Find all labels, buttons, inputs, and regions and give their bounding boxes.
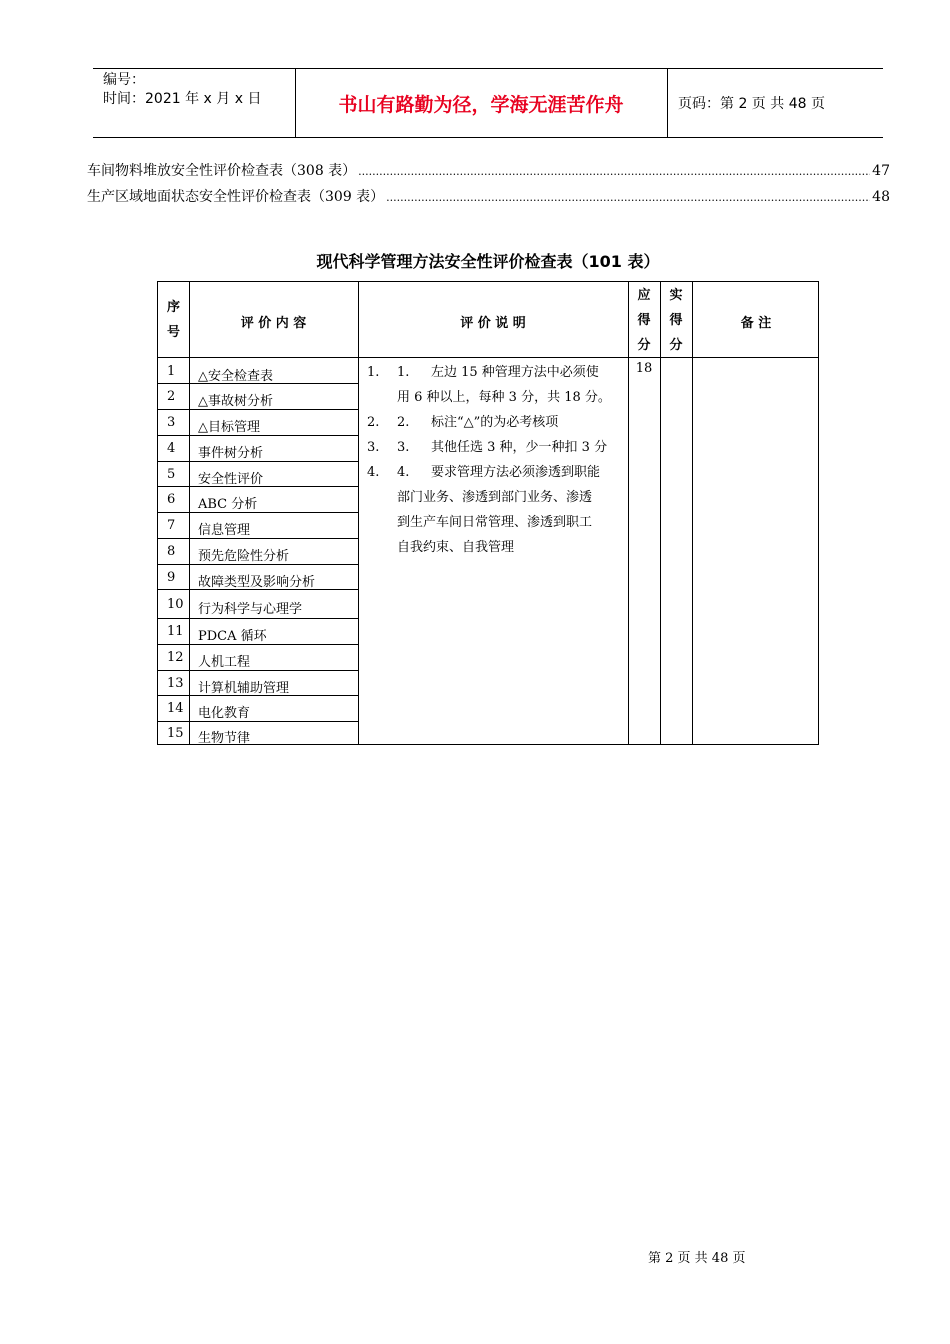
row-number: 6 <box>167 492 176 507</box>
explanation-list <box>361 360 626 560</box>
header-content: 评 价 内 容 <box>240 316 307 331</box>
toc-entry[interactable] <box>87 186 890 206</box>
toc-entry-page: 47 <box>872 163 890 179</box>
row-item: PDCA 循环 <box>198 629 267 644</box>
header-seq: 序 号 <box>166 300 180 340</box>
header-page-info: 页码：第 2 页 共 48 页 <box>678 96 825 112</box>
time-label: 时间：2021 年 x 月 x 日 <box>103 91 262 107</box>
row-item: △目标管理 <box>198 420 260 435</box>
row-number: 3 <box>167 415 176 430</box>
row-item: △安全检查表 <box>198 368 273 384</box>
row-number: 2 <box>167 389 176 404</box>
row-number: 9 <box>167 569 176 585</box>
toc-entry[interactable] <box>87 160 890 180</box>
row-number: 13 <box>167 675 184 691</box>
row-item: 行为科学与心理学 <box>198 601 303 617</box>
row-number: 1 <box>167 363 176 379</box>
page-header <box>93 68 883 138</box>
row-number: 12 <box>167 650 184 665</box>
row-number: 4 <box>167 441 176 456</box>
row-item: △事故树分析 <box>198 394 273 409</box>
row-item: 电化教育 <box>198 706 251 721</box>
header-motto: 书山有路勤为径，学海无涯苦作舟 <box>295 69 668 137</box>
row-number: 14 <box>167 701 184 716</box>
row-item: 信息管理 <box>198 523 251 538</box>
toc-leader <box>358 163 870 179</box>
header-left <box>93 69 296 137</box>
page-footer: 第 2 页 共 48 页 <box>648 1251 746 1266</box>
row-number: 5 <box>167 466 176 482</box>
row-item: 事件树分析 <box>198 446 264 461</box>
row-item: 生物节律 <box>198 731 251 746</box>
header-actual-score: 实 得 分 <box>669 288 683 353</box>
row-item: 预先危险性分析 <box>198 549 290 564</box>
row-number: 8 <box>167 544 176 559</box>
row-number: 15 <box>167 726 184 741</box>
explanation-item: 3. 3. 其他任选 3 种，少一种扣 3 分 <box>367 440 608 455</box>
header-remark: 备 注 <box>740 316 772 331</box>
row-number: 11 <box>167 624 184 639</box>
row-number: 10 <box>167 596 184 612</box>
toc-entry-text: 生产区域地面状态安全性评价检查表（309 表） <box>87 189 385 205</box>
row-item: 计算机辅助管理 <box>198 680 290 696</box>
explanation-item: 2. 2. 标注“△”的为必考核项 <box>367 415 559 430</box>
row-number: 7 <box>167 518 176 533</box>
due-score-value: 18 <box>635 361 653 376</box>
row-item: 安全性评价 <box>198 471 264 487</box>
row-item: ABC 分析 <box>198 497 258 512</box>
toc-entry-page: 48 <box>872 189 890 205</box>
code-label: 编号： <box>103 72 145 88</box>
explanation-item: 4. 4. 要求管理方法必须渗透到职能 部门业务、渗透到部门业务、渗透 到生产车间日常管理、渗透到职工 自我约束、自我管理 <box>367 465 601 555</box>
evaluation-table <box>157 281 819 745</box>
header-due-score: 应 得 分 <box>637 288 651 353</box>
toc-leader <box>386 189 870 205</box>
explanation-item: 1. 1. 左边 15 种管理方法中必须使 用 6 种以上，每种 3 分，共 18 分。 <box>367 365 611 405</box>
header-explain: 评 价 说 明 <box>460 316 526 331</box>
table-title: 现代科学管理方法安全性评价检查表（101 表） <box>316 252 660 271</box>
row-item: 故障类型及影响分析 <box>198 574 316 590</box>
toc-entry-text: 车间物料堆放安全性评价检查表（308 表） <box>87 163 357 179</box>
row-item: 人机工程 <box>198 655 251 670</box>
